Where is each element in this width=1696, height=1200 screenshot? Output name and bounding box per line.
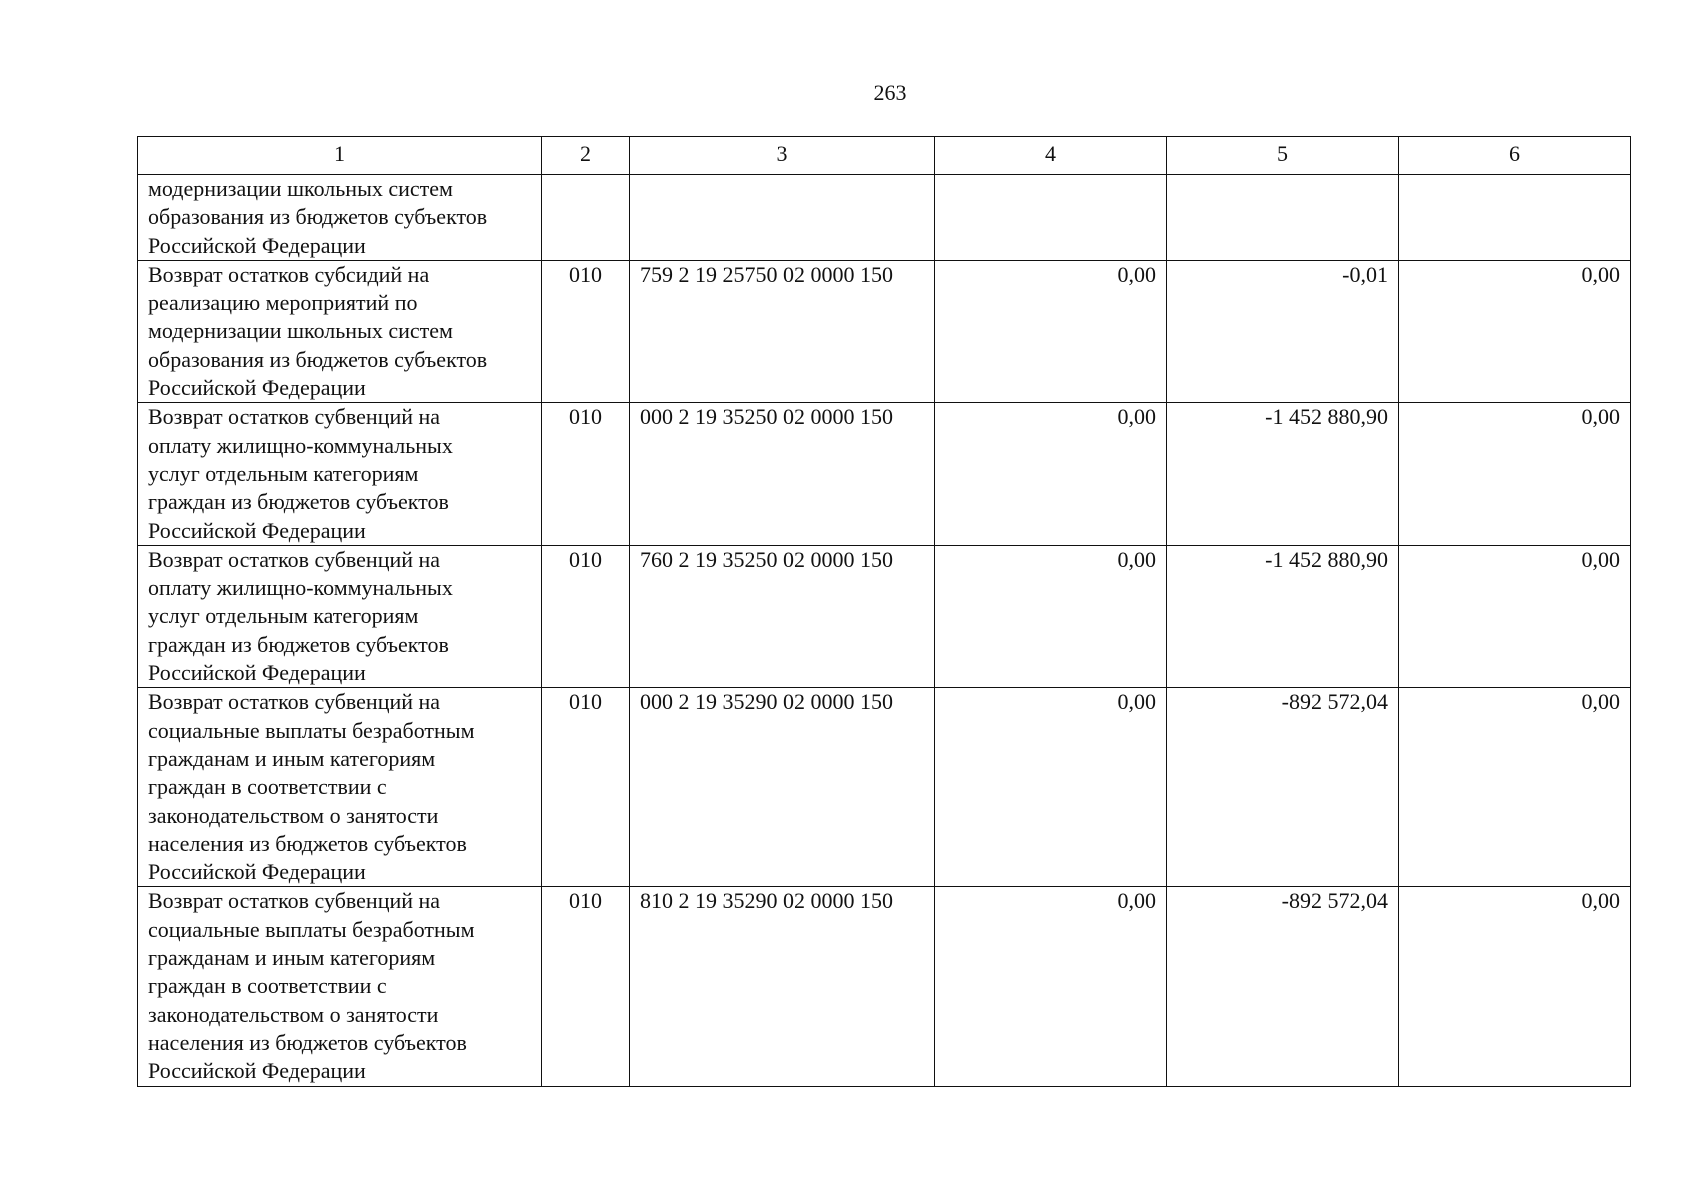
page-number: 263 xyxy=(873,80,907,105)
row-name-cell xyxy=(138,887,542,1086)
table-row xyxy=(138,887,1631,1086)
row-value-col4-cell xyxy=(935,175,1167,261)
row-name-line: граждан из бюджетов субъектов xyxy=(148,489,449,515)
row-name-line: образования из бюджетов субъектов xyxy=(148,346,488,372)
row-name-line: Российской Федерации xyxy=(148,859,366,885)
row-name-line: реализацию мероприятий по xyxy=(148,290,418,316)
row-name-cell xyxy=(138,260,542,402)
column-header-2: 2 xyxy=(542,137,630,175)
row-name-line: социальные выплаты безработным xyxy=(148,916,475,942)
row-name-line: Российской Федерации xyxy=(148,232,366,258)
row-name-line: населения из бюджетов субъектов xyxy=(148,1029,467,1055)
row-budget-code-cell: 000 2 19 35290 02 0000 150 xyxy=(630,688,935,887)
table-header xyxy=(138,137,1631,175)
row-name-line: оплату жилищно-коммунальных xyxy=(148,432,453,458)
row-budget-code-cell: 000 2 19 35250 02 0000 150 xyxy=(630,403,935,545)
row-name-cell xyxy=(138,175,542,261)
row-value-col6-cell: 0,00 xyxy=(1399,260,1631,402)
row-name-line: социальные выплаты безработным xyxy=(148,717,475,743)
row-value-col6-cell: 0,00 xyxy=(1399,545,1631,687)
row-value-col5-cell: -1 452 880,90 xyxy=(1167,403,1399,545)
row-value-col4-cell: 0,00 xyxy=(935,688,1167,887)
row-budget-code-cell: 760 2 19 35250 02 0000 150 xyxy=(630,545,935,687)
row-value-col5-cell: -1 452 880,90 xyxy=(1167,545,1399,687)
row-name-line: Возврат остатков субсидий на xyxy=(148,261,430,287)
column-header-6: 6 xyxy=(1399,137,1631,175)
row-value-col5-cell: -892 572,04 xyxy=(1167,887,1399,1086)
row-value-col4-cell: 0,00 xyxy=(935,260,1167,402)
row-name-line: населения из бюджетов субъектов xyxy=(148,830,467,856)
column-header-3: 3 xyxy=(630,137,935,175)
row-name-line: модернизации школьных систем xyxy=(148,318,453,344)
row-name-line: Российской Федерации xyxy=(148,1058,366,1084)
row-name-cell xyxy=(138,403,542,545)
column-header-5: 5 xyxy=(1167,137,1399,175)
row-name-line: граждан в соответствии с xyxy=(148,973,387,999)
row-name-line: оплату жилищно-коммунальных xyxy=(148,575,453,601)
row-name-line: Возврат остатков субвенций на xyxy=(148,404,441,430)
row-name-line: гражданам и иным категориям xyxy=(148,945,436,971)
row-name-line: Российской Федерации xyxy=(148,375,366,401)
row-admin-code-cell xyxy=(542,175,630,261)
row-value-col4-cell: 0,00 xyxy=(935,403,1167,545)
row-budget-code-cell xyxy=(630,175,935,261)
header-row xyxy=(138,137,1631,175)
row-name-line: услуг отдельным категориям xyxy=(148,603,419,629)
row-value-col5-cell: -0,01 xyxy=(1167,260,1399,402)
row-name-line: модернизации школьных систем xyxy=(148,176,453,201)
column-header-1: 1 xyxy=(138,137,542,175)
row-value-col6-cell xyxy=(1399,175,1631,261)
row-name-line: гражданам и иным категориям xyxy=(148,745,436,771)
table-body xyxy=(138,175,1631,1087)
budget-table xyxy=(137,136,1631,1087)
row-value-col6-cell: 0,00 xyxy=(1399,887,1631,1086)
row-value-col5-cell: -892 572,04 xyxy=(1167,688,1399,887)
row-name-cell xyxy=(138,688,542,887)
row-name-line: Российской Федерации xyxy=(148,517,366,543)
row-admin-code-cell: 010 xyxy=(542,887,630,1086)
column-header-4: 4 xyxy=(935,137,1167,175)
row-name-line: услуг отдельным категориям xyxy=(148,460,419,486)
row-value-col6-cell: 0,00 xyxy=(1399,688,1631,887)
row-budget-code-cell: 810 2 19 35290 02 0000 150 xyxy=(630,887,935,1086)
row-admin-code-cell: 010 xyxy=(542,403,630,545)
table-row xyxy=(138,688,1631,887)
row-name-line: законодательством о занятости xyxy=(148,802,439,828)
row-name-line: Возврат остатков субвенций на xyxy=(148,546,441,572)
row-name-line: граждан из бюджетов субъектов xyxy=(148,631,449,657)
row-admin-code-cell: 010 xyxy=(542,545,630,687)
row-budget-code-cell: 759 2 19 25750 02 0000 150 xyxy=(630,260,935,402)
row-value-col6-cell: 0,00 xyxy=(1399,403,1631,545)
row-value-col5-cell xyxy=(1167,175,1399,261)
row-name-line: Возврат остатков субвенций на xyxy=(148,888,441,914)
table-row xyxy=(138,260,1631,402)
row-name-line: законодательством о занятости xyxy=(148,1001,439,1027)
table-row xyxy=(138,175,1631,261)
row-value-col4-cell: 0,00 xyxy=(935,545,1167,687)
row-admin-code-cell: 010 xyxy=(542,688,630,887)
row-name-line: граждан в соответствии с xyxy=(148,774,387,800)
table-row xyxy=(138,545,1631,687)
row-value-col4-cell: 0,00 xyxy=(935,887,1167,1086)
row-name-line: образования из бюджетов субъектов xyxy=(148,204,488,230)
row-admin-code-cell: 010 xyxy=(542,260,630,402)
row-name-cell xyxy=(138,545,542,687)
row-name-line: Возврат остатков субвенций на xyxy=(148,689,441,715)
row-name-line: Российской Федерации xyxy=(148,660,366,686)
table-row xyxy=(138,403,1631,545)
